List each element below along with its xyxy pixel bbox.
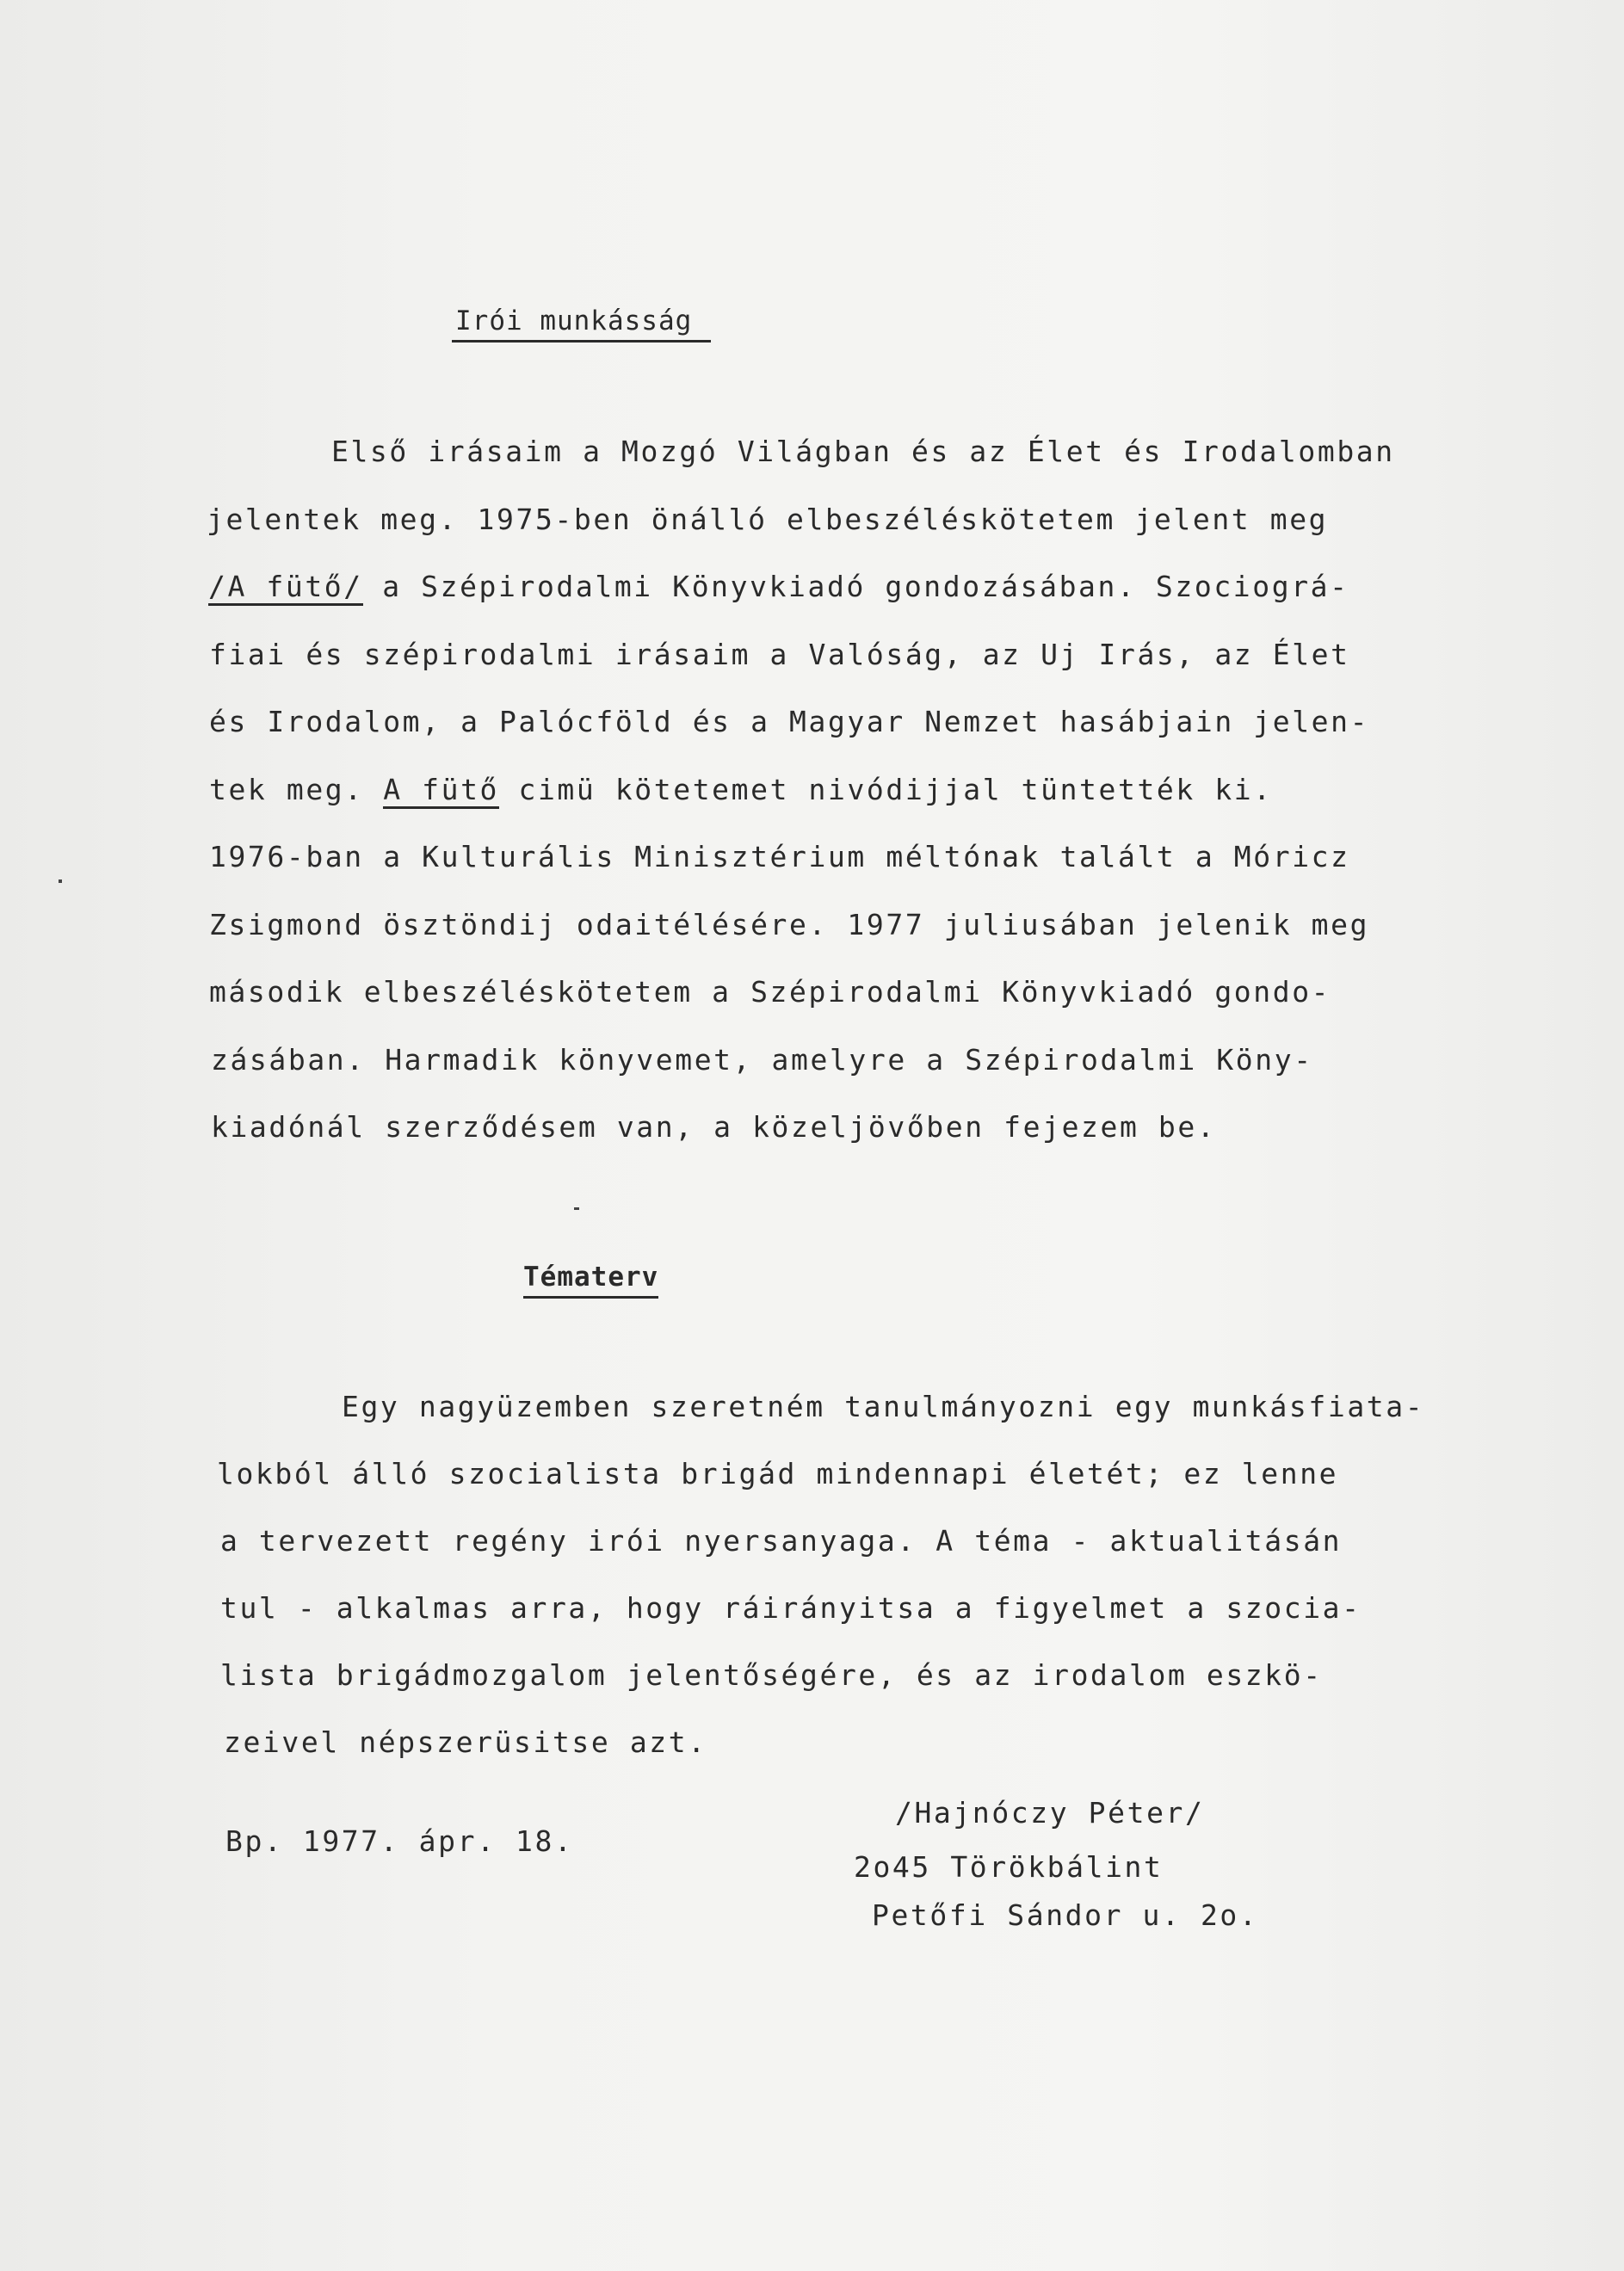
text-segment: Zsigmond ösztöndij odaitélésére. 1977 juliusában jelenik meg — [209, 907, 1370, 941]
text-line — [208, 572, 1349, 601]
text-line — [207, 502, 1329, 536]
text-segment: tek meg. — [209, 772, 384, 806]
text-segment: zeivel népszerüsitse azt. — [224, 1725, 707, 1759]
stray-mark — [574, 1207, 579, 1210]
text-line — [209, 707, 1369, 736]
text-line — [220, 1524, 1343, 1558]
text-segment: cimü kötetemet nivódijjal tüntették ki. — [499, 772, 1273, 806]
text-line — [342, 1392, 1424, 1421]
text-segment: fiai és szépirodalmi irásaim a Valóság, az Uj Irás, az Élet — [209, 637, 1350, 671]
text-segment: zásában. Harmadik könyvemet, amelyre a Szépirodalmi Köny- — [211, 1042, 1313, 1077]
text-line — [331, 437, 1395, 466]
heading-tematerv: Tématerv — [523, 1262, 658, 1299]
stray-mark — [59, 879, 62, 883]
author-name: /Hajnóczy Péter/ — [895, 1796, 1205, 1830]
text-segment: 1976-ban a Kulturális Minisztérium méltónak talált a Móricz — [209, 840, 1350, 873]
text-line — [220, 1591, 1362, 1625]
address-line-2: Petőfi Sándor u. 2o. — [872, 1898, 1259, 1932]
text-segment: és Irodalom, a Palócföld és a Magyar Nemzet hasábjain jelen- — [209, 705, 1370, 738]
text-segment: kiadónál szerződésem van, a közeljövőben fejezem be. — [211, 1110, 1217, 1144]
underlined-title: A fütő — [383, 773, 499, 809]
text-segment: második elbeszéléskötetem a Szépirodalmi Könyvkiadó gondo- — [209, 975, 1331, 1009]
text-line — [224, 1725, 707, 1759]
text-segment: lista brigádmozgalom jelentőségére, és az irodalom eszkö- — [220, 1658, 1323, 1692]
text-segment: Első irásaim a Mozgó Világban és az Élet és Irodalomban — [331, 435, 1395, 468]
text-line — [211, 1042, 1313, 1077]
date-line: Bp. 1977. ápr. 18. — [225, 1824, 574, 1858]
text-segment: jelentek meg. 1975-ben önálló elbeszéléskötetem jelent meg — [207, 502, 1329, 536]
text-segment: Egy nagyüzemben szeretném tanulmányozni egy munkásfiata- — [342, 1390, 1425, 1423]
text-segment: a Szépirodalmi Könyvkiadó gondozásában. Szociográ- — [362, 570, 1349, 603]
heading-iroi-munkassag: Irói munkásság — [452, 305, 711, 343]
text-line — [209, 842, 1350, 871]
address-line-1: 2o45 Törökbálint — [854, 1850, 1164, 1884]
text-line — [220, 1658, 1323, 1692]
text-line — [209, 975, 1331, 1009]
text-segment: a tervezett regény irói nyersanyaga. A téma - aktualitásán — [220, 1524, 1343, 1558]
text-line — [209, 637, 1350, 671]
text-line — [217, 1459, 1338, 1488]
text-line — [209, 907, 1370, 941]
text-line — [211, 1110, 1217, 1144]
text-segment: lokból álló szocialista brigád mindennapi életét; ez lenne — [217, 1457, 1339, 1490]
text-segment: tul - alkalmas arra, hogy ráirányitsa a figyelmet a szocia- — [220, 1591, 1362, 1625]
text-line — [209, 772, 1273, 806]
underlined-title: /A fütő/ — [208, 570, 363, 606]
